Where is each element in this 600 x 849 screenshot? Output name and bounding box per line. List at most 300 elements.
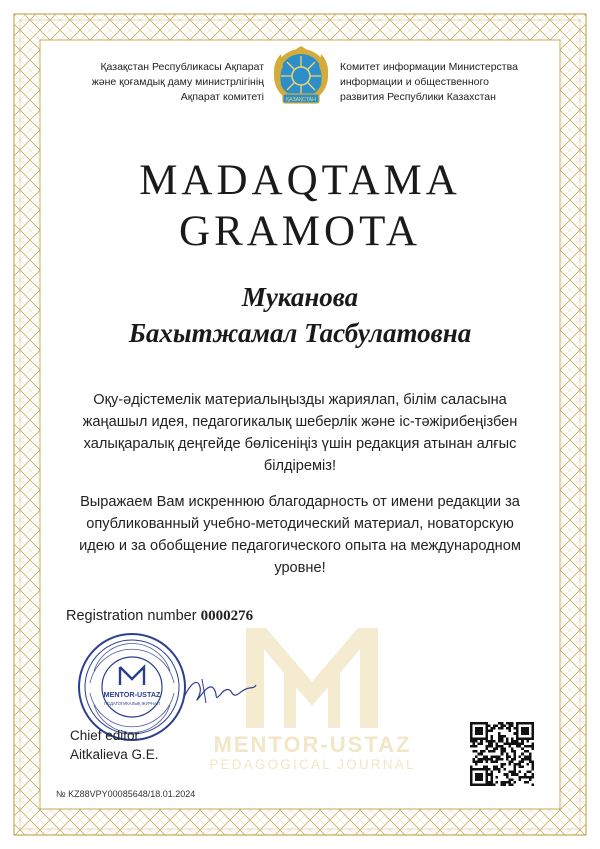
qr-module	[498, 745, 501, 748]
qr-module	[524, 745, 527, 748]
qr-module	[470, 740, 473, 743]
gratitude-text-russian: Выражаем Вам искреннюю благодарность от имени редакции за опубликованный учебно-методический материал, новаторскую идею и за обобщение педагогического опыта на международном уровне!	[79, 494, 521, 576]
ministry-kz-line: Ақпарат комитеті	[180, 91, 264, 103]
qr-module	[526, 771, 529, 774]
qr-module	[516, 745, 519, 748]
qr-module	[488, 725, 491, 728]
qr-module	[478, 768, 481, 771]
qr-module	[480, 727, 483, 730]
ministry-kz-line: және қоғамдық даму министрлігінің	[91, 76, 264, 88]
qr-module	[506, 722, 509, 725]
qr-module	[485, 781, 488, 784]
ministry-name-russian	[340, 60, 550, 105]
qr-module	[511, 778, 514, 781]
qr-module	[501, 753, 504, 756]
qr-module	[503, 773, 506, 776]
qr-module	[478, 758, 481, 761]
qr-module	[498, 735, 501, 738]
qr-module	[529, 778, 532, 781]
qr-module	[531, 730, 534, 733]
qr-module	[529, 758, 532, 761]
qr-module	[473, 760, 476, 763]
qr-module	[485, 722, 488, 725]
qr-module	[526, 750, 529, 753]
qr-module	[506, 776, 509, 779]
qr-module	[493, 766, 496, 769]
qr-module	[483, 722, 486, 725]
qr-module	[475, 737, 478, 740]
journal-watermark-logo-icon	[244, 622, 380, 730]
qr-module	[516, 725, 519, 728]
qr-module	[511, 758, 514, 761]
ministry-ru-line: развития Республики Казахстан	[340, 91, 496, 103]
qr-module	[470, 730, 473, 733]
qr-module	[480, 737, 483, 740]
qr-module	[508, 778, 511, 781]
qr-module	[501, 758, 504, 761]
qr-module	[470, 732, 473, 735]
qr-module	[496, 742, 499, 745]
qr-module	[508, 771, 511, 774]
editor-name: Aitkalieva G.E.	[70, 747, 159, 762]
qr-module	[485, 771, 488, 774]
qr-module	[490, 783, 493, 786]
qr-module	[496, 725, 499, 728]
qr-module	[490, 778, 493, 781]
qr-module	[506, 737, 509, 740]
qr-module	[524, 722, 527, 725]
qr-module	[480, 740, 483, 743]
qr-module	[473, 742, 476, 745]
qr-module	[475, 755, 478, 758]
qr-module	[485, 740, 488, 743]
qr-module	[490, 755, 493, 758]
qr-module	[498, 732, 501, 735]
watermark-journal-subtitle: PEDAGOGICAL JOURNAL	[209, 757, 416, 772]
qr-module	[478, 727, 481, 730]
qr-module	[503, 781, 506, 784]
qr-module	[519, 755, 522, 758]
qr-module	[511, 737, 514, 740]
qr-module	[498, 740, 501, 743]
qr-module	[478, 737, 481, 740]
qr-module	[526, 758, 529, 761]
qr-module	[478, 760, 481, 763]
qr-module	[526, 727, 529, 730]
qr-module	[488, 773, 491, 776]
qr-module	[475, 740, 478, 743]
qr-module	[514, 773, 517, 776]
qr-module	[531, 727, 534, 730]
qr-module	[519, 771, 522, 774]
qr-module	[521, 753, 524, 756]
qr-module	[519, 742, 522, 745]
qr-module	[503, 750, 506, 753]
qr-module	[524, 755, 527, 758]
qr-module	[485, 727, 488, 730]
qr-module	[526, 763, 529, 766]
qr-module	[496, 760, 499, 763]
qr-module	[470, 735, 473, 738]
qr-module	[516, 742, 519, 745]
qr-module	[490, 750, 493, 753]
qr-module	[473, 768, 476, 771]
chief-editor-block	[70, 726, 159, 764]
qr-module	[531, 737, 534, 740]
qr-module	[503, 768, 506, 771]
qr-module	[506, 758, 509, 761]
qr-module	[478, 773, 481, 776]
qr-module	[490, 735, 493, 738]
certificate-title-kz: MADAQTAMA	[139, 157, 461, 204]
qr-module	[493, 748, 496, 751]
qr-module	[521, 776, 524, 779]
qr-module	[521, 758, 524, 761]
qr-module	[524, 750, 527, 753]
qr-module	[480, 776, 483, 779]
qr-module	[480, 732, 483, 735]
qr-module	[521, 732, 524, 735]
qr-module	[506, 740, 509, 743]
qr-module	[478, 730, 481, 733]
qr-module	[531, 776, 534, 779]
ministry-kz-line: Қазақстан Республикасы Ақпарат	[100, 61, 264, 73]
qr-module	[526, 745, 529, 748]
recipient-given-names: Бахытжамал Тасбулатовна	[128, 318, 472, 348]
qr-module	[478, 732, 481, 735]
qr-module	[503, 735, 506, 738]
qr-module	[508, 783, 511, 786]
qr-module	[490, 781, 493, 784]
qr-module	[490, 740, 493, 743]
qr-module	[516, 727, 519, 730]
qr-module	[485, 778, 488, 781]
qr-module	[480, 750, 483, 753]
qr-module	[493, 740, 496, 743]
qr-module	[519, 766, 522, 769]
qr-module	[511, 783, 514, 786]
qr-module	[480, 778, 483, 781]
qr-module	[488, 742, 491, 745]
qr-module	[498, 727, 501, 730]
qr-module	[508, 727, 511, 730]
qr-module	[473, 745, 476, 748]
qr-module	[526, 737, 529, 740]
qr-module	[493, 760, 496, 763]
qr-module	[531, 732, 534, 735]
qr-module	[529, 771, 532, 774]
qr-module	[483, 783, 486, 786]
qr-module	[488, 768, 491, 771]
qr-module	[501, 735, 504, 738]
qr-module	[524, 730, 527, 733]
qr-module	[493, 783, 496, 786]
qr-module	[470, 737, 473, 740]
qr-module	[524, 781, 527, 784]
qr-module	[519, 745, 522, 748]
qr-module	[511, 722, 514, 725]
qr-module	[485, 766, 488, 769]
registration-number: 0000276	[200, 608, 254, 624]
qr-module	[480, 753, 483, 756]
stamp-center-text: MENTOR-USTAZ	[103, 690, 161, 699]
qr-module	[514, 781, 517, 784]
qr-module	[490, 773, 493, 776]
qr-module	[531, 768, 534, 771]
registration-label: Registration number	[66, 608, 197, 624]
qr-module	[470, 745, 473, 748]
qr-module	[511, 771, 514, 774]
qr-module	[490, 727, 493, 730]
qr-module	[475, 768, 478, 771]
qr-module	[524, 758, 527, 761]
gratitude-text-kazakh: Оқу-әдістемелік материалыңызды жариялап, білім саласына жаңашыл идея, педагогикалық шеберлік және іс-тәжірибеңізбен халықаралық деңгейде бөлісеніңіз үшін редакция атынан алғыс білдіреміз!	[82, 392, 518, 474]
editor-signature	[180, 673, 258, 709]
qr-module	[521, 748, 524, 751]
qr-module	[501, 783, 504, 786]
qr-module	[526, 722, 529, 725]
qr-module	[470, 766, 473, 769]
qr-module	[521, 766, 524, 769]
qr-module	[485, 730, 488, 733]
qr-module	[514, 740, 517, 743]
qr-module	[490, 730, 493, 733]
watermark-journal-name: MENTOR-USTAZ	[213, 732, 412, 757]
qr-module	[485, 732, 488, 735]
qr-module	[501, 745, 504, 748]
qr-module	[521, 740, 524, 743]
qr-module	[485, 768, 488, 771]
qr-module	[483, 750, 486, 753]
qr-module	[473, 750, 476, 753]
qr-module	[506, 727, 509, 730]
qr-module	[485, 758, 488, 761]
qr-module	[526, 776, 529, 779]
qr-module	[519, 760, 522, 763]
qr-module	[475, 778, 478, 781]
qr-module	[475, 783, 478, 786]
qr-module	[521, 742, 524, 745]
qr-module	[526, 781, 529, 784]
qr-module	[514, 768, 517, 771]
qr-code-icon	[470, 722, 534, 786]
state-emblem-icon	[271, 46, 331, 108]
qr-module	[531, 763, 534, 766]
qr-module	[514, 732, 517, 735]
qr-module	[470, 725, 473, 728]
qr-module	[526, 730, 529, 733]
qr-module	[470, 722, 473, 725]
qr-module	[529, 745, 532, 748]
qr-module	[488, 730, 491, 733]
qr-module	[480, 768, 483, 771]
qr-module	[480, 760, 483, 763]
qr-module	[498, 771, 501, 774]
qr-module	[529, 755, 532, 758]
qr-module	[478, 753, 481, 756]
qr-module	[503, 748, 506, 751]
qr-module	[485, 773, 488, 776]
qr-module	[483, 768, 486, 771]
qr-module	[503, 725, 506, 728]
qr-module	[519, 776, 522, 779]
stamp-sub-text: ПЕДАГОГИКАЛЫҚ ЖУРНАЛ	[104, 701, 160, 706]
qr-module	[501, 725, 504, 728]
qr-module	[526, 732, 529, 735]
qr-module	[496, 781, 499, 784]
qr-module	[508, 760, 511, 763]
qr-module	[485, 725, 488, 728]
qr-module	[516, 737, 519, 740]
qr-module	[508, 730, 511, 733]
qr-module	[531, 748, 534, 751]
qr-module	[514, 766, 517, 769]
qr-module	[488, 758, 491, 761]
qr-module	[524, 732, 527, 735]
qr-module	[490, 742, 493, 745]
qr-module	[519, 763, 522, 766]
qr-module	[498, 755, 501, 758]
qr-module	[516, 730, 519, 733]
ministry-ru-line: Комитет информации Министерства	[340, 61, 518, 73]
ministry-name-kazakh	[58, 60, 264, 105]
qr-module	[516, 773, 519, 776]
qr-module	[501, 727, 504, 730]
qr-module	[529, 776, 532, 779]
qr-module	[498, 737, 501, 740]
qr-module	[496, 748, 499, 751]
qr-module	[498, 768, 501, 771]
qr-module	[521, 730, 524, 733]
qr-module	[478, 742, 481, 745]
qr-module	[478, 776, 481, 779]
qr-module	[473, 737, 476, 740]
qr-module	[473, 783, 476, 786]
qr-module	[470, 727, 473, 730]
qr-module	[516, 763, 519, 766]
qr-module	[485, 783, 488, 786]
ministry-ru-line: информации и общественного	[340, 76, 489, 88]
qr-module	[485, 776, 488, 779]
qr-module	[511, 750, 514, 753]
qr-module	[480, 730, 483, 733]
qr-module	[514, 750, 517, 753]
qr-module	[531, 773, 534, 776]
qr-module	[480, 758, 483, 761]
editor-role: Chief editor	[70, 728, 140, 743]
qr-module	[521, 727, 524, 730]
qr-module	[511, 773, 514, 776]
qr-module	[470, 781, 473, 784]
qr-module	[485, 748, 488, 751]
qr-module	[488, 781, 491, 784]
qr-module	[506, 742, 509, 745]
qr-module	[501, 737, 504, 740]
qr-module	[529, 753, 532, 756]
qr-module	[490, 745, 493, 748]
emblem-text: ҚАЗАҚСТАН	[286, 97, 316, 103]
qr-module	[475, 750, 478, 753]
qr-module	[480, 783, 483, 786]
qr-module	[506, 773, 509, 776]
qr-module	[475, 776, 478, 779]
qr-module	[514, 755, 517, 758]
qr-module	[475, 730, 478, 733]
qr-module	[511, 740, 514, 743]
qr-module	[493, 725, 496, 728]
qr-module	[480, 742, 483, 745]
qr-module	[485, 760, 488, 763]
qr-module	[508, 781, 511, 784]
qr-module	[508, 722, 511, 725]
qr-module	[475, 745, 478, 748]
qr-module	[496, 745, 499, 748]
qr-module	[485, 737, 488, 740]
qr-module	[503, 763, 506, 766]
qr-module	[473, 722, 476, 725]
qr-module	[521, 760, 524, 763]
qr-module	[524, 737, 527, 740]
qr-module	[496, 758, 499, 761]
qr-module	[531, 735, 534, 738]
qr-module	[485, 755, 488, 758]
qr-module	[490, 737, 493, 740]
qr-module	[531, 725, 534, 728]
qr-module	[473, 740, 476, 743]
qr-module	[506, 753, 509, 756]
qr-module	[485, 735, 488, 738]
qr-module	[529, 722, 532, 725]
qr-module	[493, 727, 496, 730]
qr-module	[519, 722, 522, 725]
qr-module	[480, 773, 483, 776]
qr-module	[485, 745, 488, 748]
qr-module	[511, 742, 514, 745]
qr-module	[490, 771, 493, 774]
qr-module	[516, 722, 519, 725]
qr-module	[508, 725, 511, 728]
qr-module	[470, 768, 473, 771]
qr-module	[503, 783, 506, 786]
qr-module	[480, 722, 483, 725]
qr-module	[490, 776, 493, 779]
qr-module	[501, 763, 504, 766]
qr-module	[483, 737, 486, 740]
qr-module	[531, 760, 534, 763]
qr-module	[473, 758, 476, 761]
qr-module	[529, 760, 532, 763]
registration-line	[66, 608, 253, 625]
qr-module	[519, 737, 522, 740]
qr-module	[475, 722, 478, 725]
qr-module	[493, 755, 496, 758]
qr-module	[493, 750, 496, 753]
qr-module	[526, 740, 529, 743]
qr-module	[529, 737, 532, 740]
qr-module	[470, 771, 473, 774]
qr-module	[470, 776, 473, 779]
qr-module	[516, 740, 519, 743]
qr-module	[514, 771, 517, 774]
recipient-surname: Муканова	[241, 282, 359, 312]
qr-module	[478, 778, 481, 781]
qr-module	[521, 737, 524, 740]
qr-module	[496, 766, 499, 769]
qr-module	[496, 755, 499, 758]
qr-module	[475, 727, 478, 730]
qr-module	[501, 748, 504, 751]
qr-module	[506, 781, 509, 784]
